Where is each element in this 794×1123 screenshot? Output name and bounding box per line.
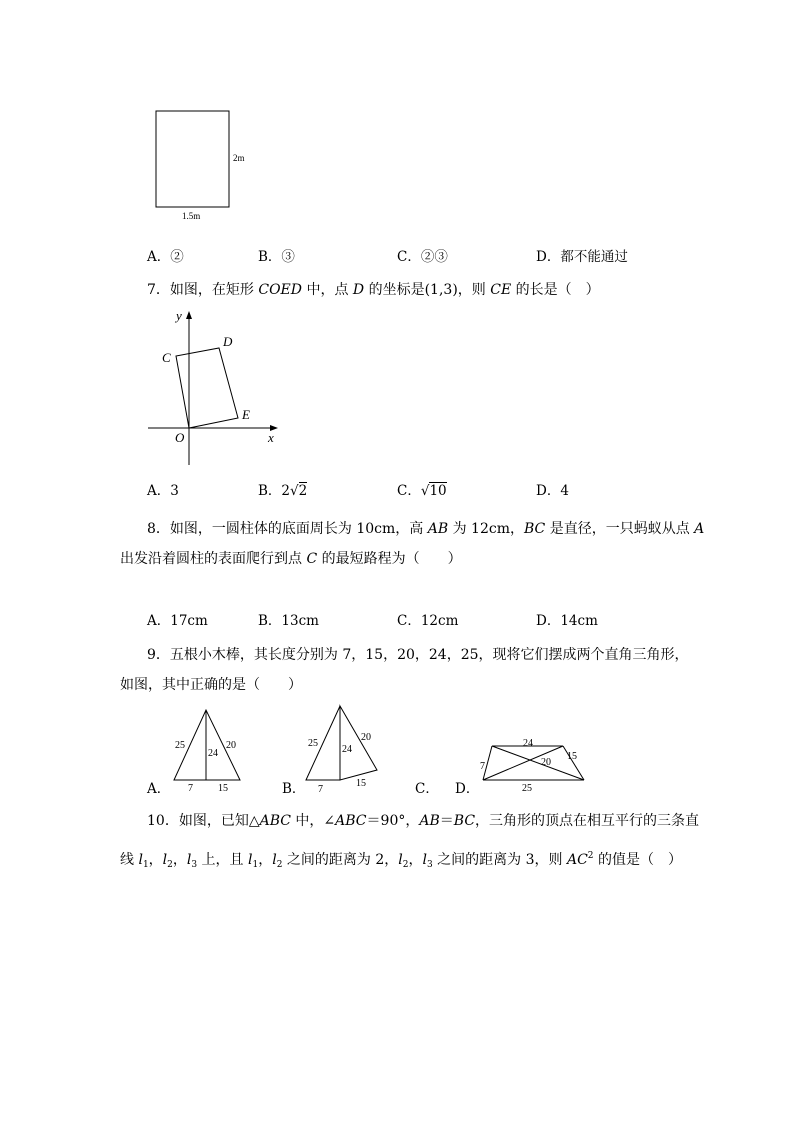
q10-line2: 线 $l_1$，$l_2$，$l_3$ 上，且 $l_1$，$l_2$ 之间的距离为 2，$l_2$，$l_3$ 之间的距离为 3，则 $AC^2$ 的值是（ ） (120, 851, 682, 870)
q9-option-b[interactable]: B． (282, 781, 306, 797)
sqrt-icon: √ (420, 483, 430, 499)
q9-figure-d (480, 738, 584, 794)
label-c: C (162, 350, 171, 365)
q6-option-a[interactable]: A．② (147, 249, 184, 265)
label-d: D (223, 334, 233, 349)
fig-d-left: 7 (480, 761, 485, 772)
fig-b-b2: 15 (356, 778, 366, 789)
label-y: y (176, 308, 182, 323)
q8-option-d[interactable]: D．14cm (536, 613, 598, 629)
q9-option-a[interactable]: A． (147, 781, 171, 797)
sqrt-icon: √ (290, 483, 299, 499)
label-o: O (175, 430, 185, 445)
q9-option-d[interactable]: D． (455, 781, 480, 797)
q8-line2: 出发沿着圆柱的表面爬行到点 C 的最短路程为（ ） (120, 551, 462, 567)
q9-option-c[interactable]: C． (415, 781, 439, 797)
fig-b-b1: 7 (318, 784, 323, 795)
fig-a-b2: 15 (218, 783, 228, 794)
rect-height-label: 2m (233, 153, 245, 163)
label-x: x (268, 430, 274, 445)
rect-width-label: 1.5m (182, 211, 201, 221)
q9-line1: 9．五根小木棒，其长度分别为 7，15，20，24，25，现将它们摆成两个直角三角形， (147, 647, 689, 663)
fig-a-b1: 7 (188, 783, 193, 794)
label-e: E (242, 407, 250, 422)
fig-d-bottom: 25 (522, 783, 532, 794)
q7-option-b[interactable]: B．2√2 (258, 483, 308, 499)
q9-line2: 如图，其中正确的是（ ） (120, 677, 302, 693)
q10-line1: 10．如图，已知△ABC 中，∠ABC＝90°，AB＝BC，三角形的顶点在相互平行的三条直 (147, 813, 700, 829)
q6-option-d[interactable]: D．都不能通过 (536, 249, 628, 265)
q8-option-c[interactable]: C．12cm (397, 613, 459, 629)
q9-figure-b (306, 706, 377, 795)
q6-option-b[interactable]: B．③ (258, 249, 295, 265)
q8-line1: 8．如图，一圆柱体的底面周长为 10cm，高 AB 为 12cm，BC 是直径，一只蚂蚁从点 A (147, 521, 705, 537)
q8-option-b[interactable]: B．13cm (258, 613, 319, 629)
q6-option-c[interactable]: C．②③ (397, 249, 448, 265)
fig-b-mid: 24 (342, 744, 352, 755)
fig-a-mid: 24 (208, 748, 218, 759)
fig-a-right: 20 (226, 740, 236, 751)
q9-figure-a (174, 710, 240, 794)
fig-d-mid: 20 (541, 757, 551, 768)
q7-option-a[interactable]: A．3 (147, 483, 179, 499)
triangle-b-right (340, 706, 377, 780)
fig-d-top: 24 (523, 738, 533, 749)
fig-d-right: 15 (567, 751, 577, 762)
d-diag2 (483, 746, 563, 780)
fig-b-right: 20 (361, 732, 371, 743)
q8-option-a[interactable]: A．17cm (147, 613, 208, 629)
q7-option-d[interactable]: D．4 (536, 483, 569, 499)
q7-stem: 7．如图，在矩形 COED 中，点 D 的坐标是(1,3)，则 CE 的长是（ ） (147, 282, 600, 298)
q7-option-c[interactable]: C．√10 (397, 483, 447, 499)
fig-b-left: 25 (308, 738, 318, 749)
fig-a-left: 25 (175, 740, 185, 751)
